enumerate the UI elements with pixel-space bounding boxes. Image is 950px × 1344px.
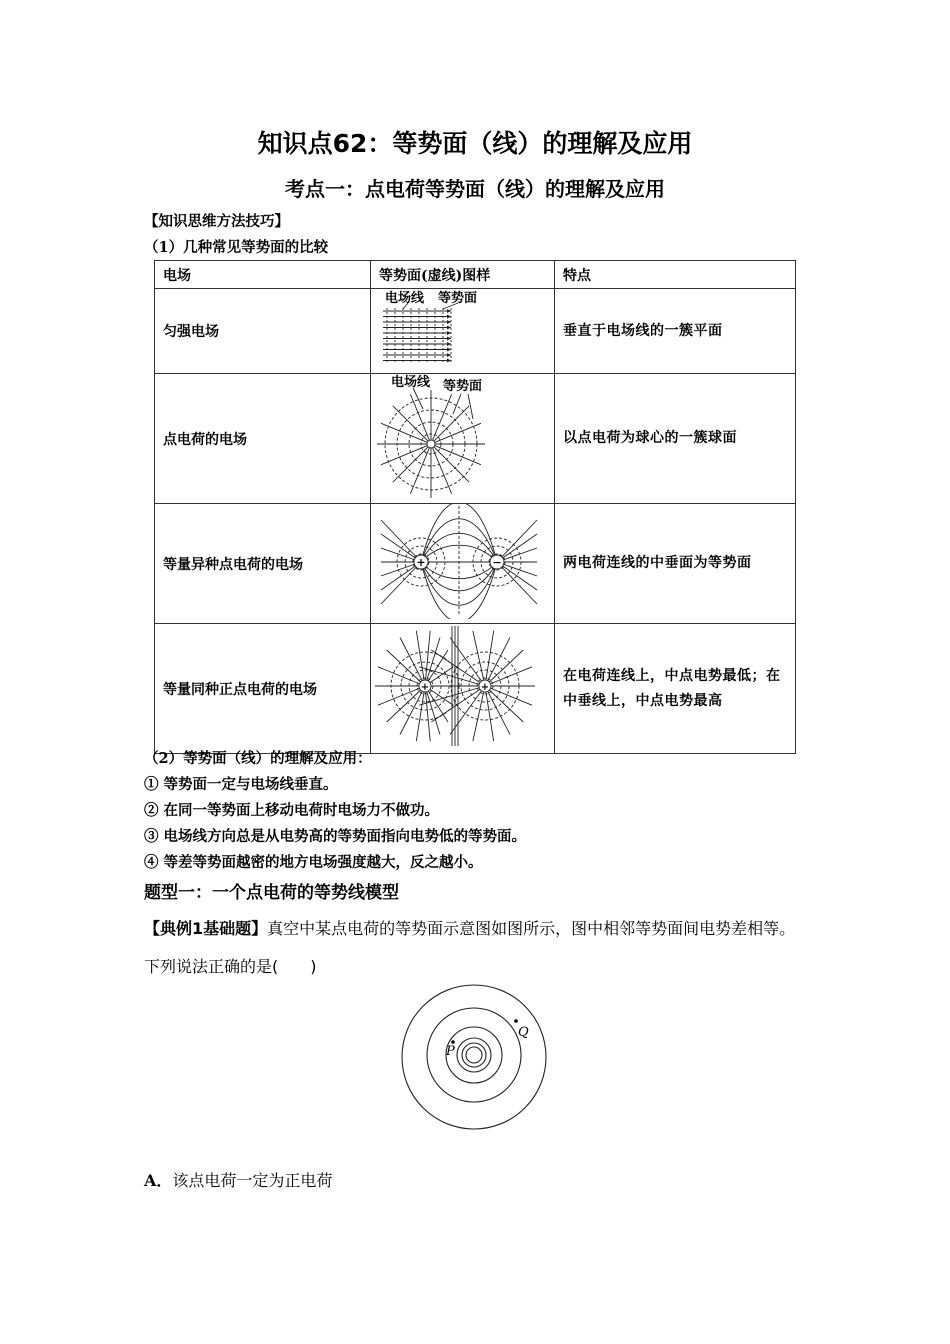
point-1: ① 等势面一定与电场线垂直。 <box>144 776 338 793</box>
fig-label-equipotential: 等势面 <box>442 379 482 394</box>
charge-plus-label: + <box>415 556 426 569</box>
point-4: ④ 等差等势面越密的地方电场强度越大，反之越小。 <box>144 854 483 871</box>
type-title: 题型一：一个点电荷的等势线模型 <box>144 883 399 903</box>
charge-minus-label: − <box>491 556 502 569</box>
table-row <box>155 624 796 754</box>
feature-text: 以点电荷为球心的一簇球面 <box>555 374 796 504</box>
option-a-text: 该点电荷一定为正电荷 <box>172 1171 333 1190</box>
table-row <box>155 374 796 504</box>
comparison-table <box>154 260 796 754</box>
figure-cell <box>371 624 555 754</box>
uniform-field-diagram <box>373 289 553 369</box>
header-field: 电场 <box>155 261 371 289</box>
section-subtitle: 考点一：点电荷等势面（线）的理解及应用 <box>285 177 665 201</box>
example-question <box>144 910 809 986</box>
example-text: 真空中某点电荷的等势面示意图如图所示，图中相邻等势面间电势差相等。下列说法正确的是( ) <box>144 919 796 976</box>
feature-text: 两电荷连线的中垂面为等势面 <box>555 504 796 624</box>
field-name: 等量同种正点电荷的电场 <box>155 624 371 754</box>
point-p-label: P <box>446 1044 455 1059</box>
example-equipotential-diagram <box>398 982 552 1132</box>
field-name: 等量异种点电荷的电场 <box>155 504 371 624</box>
section-label: 【知识思维方法技巧】 <box>144 214 289 230</box>
header-feature: 特点 <box>555 261 796 289</box>
fig-label-field-line: 电场线 <box>390 375 430 390</box>
point-charge-diagram <box>373 374 553 499</box>
like-charges-diagram <box>373 624 553 749</box>
fig-label-field-line: 电场线 <box>384 291 424 306</box>
header-figure: 等势面(虚线)图样 <box>371 261 555 289</box>
example-tag: 【典例1基础题】 <box>144 919 268 938</box>
point-q-label: Q <box>518 1025 529 1040</box>
subsection-2: （2）等势面（线）的理解及应用： <box>144 750 372 767</box>
point-2: ② 在同一等势面上移动电荷时电场力不做功。 <box>144 802 440 819</box>
feature-text: 垂直于电场线的一簇平面 <box>555 289 796 374</box>
figure-cell <box>371 504 555 624</box>
table-row <box>155 289 796 374</box>
charge-plus-left-label: + <box>420 682 429 693</box>
feature-text: 在电荷连线上，中点电势最低；在中垂线上，中点电势最高 <box>555 624 796 754</box>
page-title: 知识点62：等势面（线）的理解及应用 <box>257 129 693 158</box>
option-a-letter: A． <box>144 1171 173 1190</box>
figure-cell <box>371 374 555 504</box>
charge-plus-right-label: + <box>480 682 489 693</box>
dipole-diagram <box>373 504 553 619</box>
point-3: ③ 电场线方向总是从电势高的等势面指向电势低的等势面。 <box>144 828 527 845</box>
figure-cell <box>371 289 555 374</box>
table-header-row <box>155 261 796 289</box>
option-a[interactable] <box>144 1168 332 1191</box>
field-name: 匀强电场 <box>155 289 371 374</box>
fig-label-equipotential: 等势面 <box>437 291 477 306</box>
table-row <box>155 504 796 624</box>
field-name: 点电荷的电场 <box>155 374 371 504</box>
subsection-1: （1）几种常见等势面的比较 <box>144 239 329 256</box>
